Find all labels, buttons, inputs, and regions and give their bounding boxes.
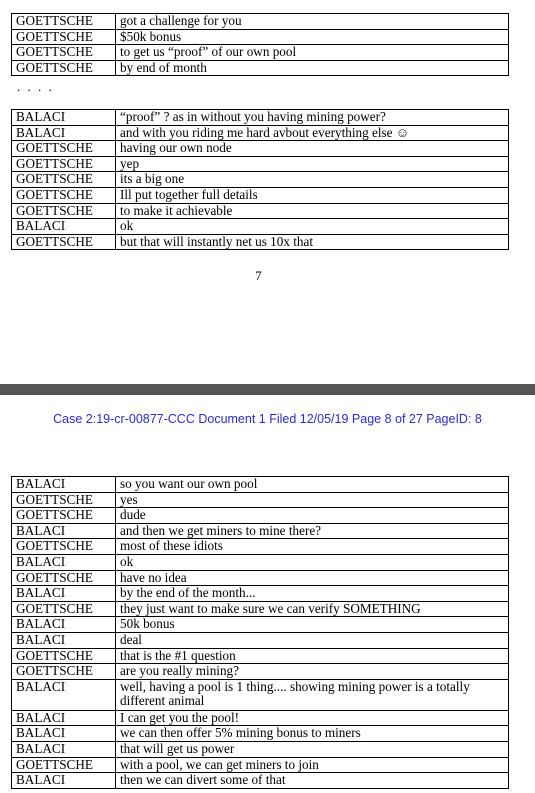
message-cell: I can get you the pool! <box>116 710 509 726</box>
message-cell: so you want our own pool <box>116 477 509 493</box>
message-cell: we can then offer 5% mining bonus to miners <box>116 726 509 742</box>
speaker-cell: GOETTSCHE <box>12 234 116 250</box>
speaker-cell: BALACI <box>12 554 116 570</box>
table-row <box>12 617 509 633</box>
speaker-cell: BALACI <box>12 773 116 789</box>
speaker-cell: GOETTSCHE <box>12 141 116 157</box>
message-cell: they just want to make sure we can verify SOMETHING <box>116 601 509 617</box>
message-cell: Ill put together full details <box>116 187 509 203</box>
table-row <box>12 14 509 30</box>
speaker-cell: BALACI <box>12 523 116 539</box>
message-cell: that will get us power <box>116 741 509 757</box>
table-row <box>12 523 509 539</box>
speaker-cell: GOETTSCHE <box>12 508 116 524</box>
table-row <box>12 219 509 235</box>
speaker-cell: GOETTSCHE <box>12 156 116 172</box>
speaker-cell: BALACI <box>12 586 116 602</box>
speaker-cell: BALACI <box>12 219 116 235</box>
table-row <box>12 203 509 219</box>
table-row <box>12 757 509 773</box>
page-divider <box>0 384 535 395</box>
message-cell: by end of month <box>116 60 509 76</box>
speaker-cell: BALACI <box>12 679 116 710</box>
table-row <box>12 539 509 555</box>
speaker-cell: BALACI <box>12 741 116 757</box>
speaker-cell: BALACI <box>12 110 116 126</box>
table-row <box>12 141 509 157</box>
table-row <box>12 710 509 726</box>
table-row <box>12 726 509 742</box>
speaker-cell: GOETTSCHE <box>12 172 116 188</box>
table-row <box>12 648 509 664</box>
message-cell: then we can divert some of that <box>116 773 509 789</box>
message-cell: having our own node <box>116 141 509 157</box>
table-row <box>12 632 509 648</box>
speaker-cell: BALACI <box>12 617 116 633</box>
message-cell: yes <box>116 492 509 508</box>
table-row <box>12 477 509 493</box>
table-row <box>12 156 509 172</box>
chat-table-body <box>12 477 509 789</box>
message-cell: 50k bonus <box>116 617 509 633</box>
message-cell: ok <box>116 219 509 235</box>
speaker-cell: GOETTSCHE <box>12 648 116 664</box>
table-row <box>12 741 509 757</box>
message-cell: “proof” ? as in without you having mining power? <box>116 110 509 126</box>
speaker-cell: BALACI <box>12 125 116 141</box>
table-row <box>12 60 509 76</box>
chat-table-body <box>12 14 509 76</box>
chat-table-1 <box>11 13 509 76</box>
speaker-cell: GOETTSCHE <box>12 492 116 508</box>
message-cell: to get us “proof” of our own pool <box>116 45 509 61</box>
omission-ellipsis: . . . . <box>17 79 54 94</box>
message-cell: its a big one <box>116 172 509 188</box>
table-row <box>12 110 509 126</box>
table-row <box>12 172 509 188</box>
speaker-cell: GOETTSCHE <box>12 187 116 203</box>
speaker-cell: BALACI <box>12 477 116 493</box>
message-cell: got a challenge for you <box>116 14 509 30</box>
message-cell: ok <box>116 554 509 570</box>
speaker-cell: BALACI <box>12 710 116 726</box>
speaker-cell: GOETTSCHE <box>12 570 116 586</box>
speaker-cell: GOETTSCHE <box>12 60 116 76</box>
chat-table-3 <box>11 476 509 789</box>
speaker-cell: GOETTSCHE <box>12 29 116 45</box>
table-row <box>12 508 509 524</box>
table-row <box>12 554 509 570</box>
table-row <box>12 664 509 680</box>
message-cell: yep <box>116 156 509 172</box>
message-cell: well, having a pool is 1 thing.... showing mining power is a totally different animal <box>116 679 509 710</box>
table-row <box>12 570 509 586</box>
speaker-cell: GOETTSCHE <box>12 14 116 30</box>
speaker-cell: BALACI <box>12 726 116 742</box>
message-cell: and with you riding me hard avbout everything else ☺ <box>116 125 509 141</box>
message-cell: that is the #1 question <box>116 648 509 664</box>
page-number: 7 <box>255 268 262 283</box>
table-row <box>12 234 509 250</box>
table-row <box>12 679 509 710</box>
speaker-cell: GOETTSCHE <box>12 539 116 555</box>
speaker-cell: GOETTSCHE <box>12 45 116 61</box>
speaker-cell: BALACI <box>12 632 116 648</box>
table-row <box>12 773 509 789</box>
message-cell: by the end of the month... <box>116 586 509 602</box>
message-cell: are you really mining? <box>116 664 509 680</box>
message-cell: $50k bonus <box>116 29 509 45</box>
table-row <box>12 586 509 602</box>
table-row <box>12 187 509 203</box>
message-cell: most of these idiots <box>116 539 509 555</box>
table-row <box>12 125 509 141</box>
table-row <box>12 492 509 508</box>
table-row <box>12 29 509 45</box>
message-cell: and then we get miners to mine there? <box>116 523 509 539</box>
table-row <box>12 45 509 61</box>
message-cell: to make it achievable <box>116 203 509 219</box>
speaker-cell: GOETTSCHE <box>12 757 116 773</box>
message-cell: dude <box>116 508 509 524</box>
speaker-cell: GOETTSCHE <box>12 664 116 680</box>
message-cell: but that will instantly net us 10x that <box>116 234 509 250</box>
message-cell: with a pool, we can get miners to join <box>116 757 509 773</box>
chat-table-body <box>12 110 509 250</box>
message-cell: deal <box>116 632 509 648</box>
message-cell: have no idea <box>116 570 509 586</box>
chat-table-2 <box>11 109 509 250</box>
table-row <box>12 601 509 617</box>
speaker-cell: GOETTSCHE <box>12 203 116 219</box>
speaker-cell: GOETTSCHE <box>12 601 116 617</box>
case-header: Case 2:19-cr-00877-CCC Document 1 Filed 12/05/19 Page 8 of 27 PageID: 8 <box>53 412 482 426</box>
